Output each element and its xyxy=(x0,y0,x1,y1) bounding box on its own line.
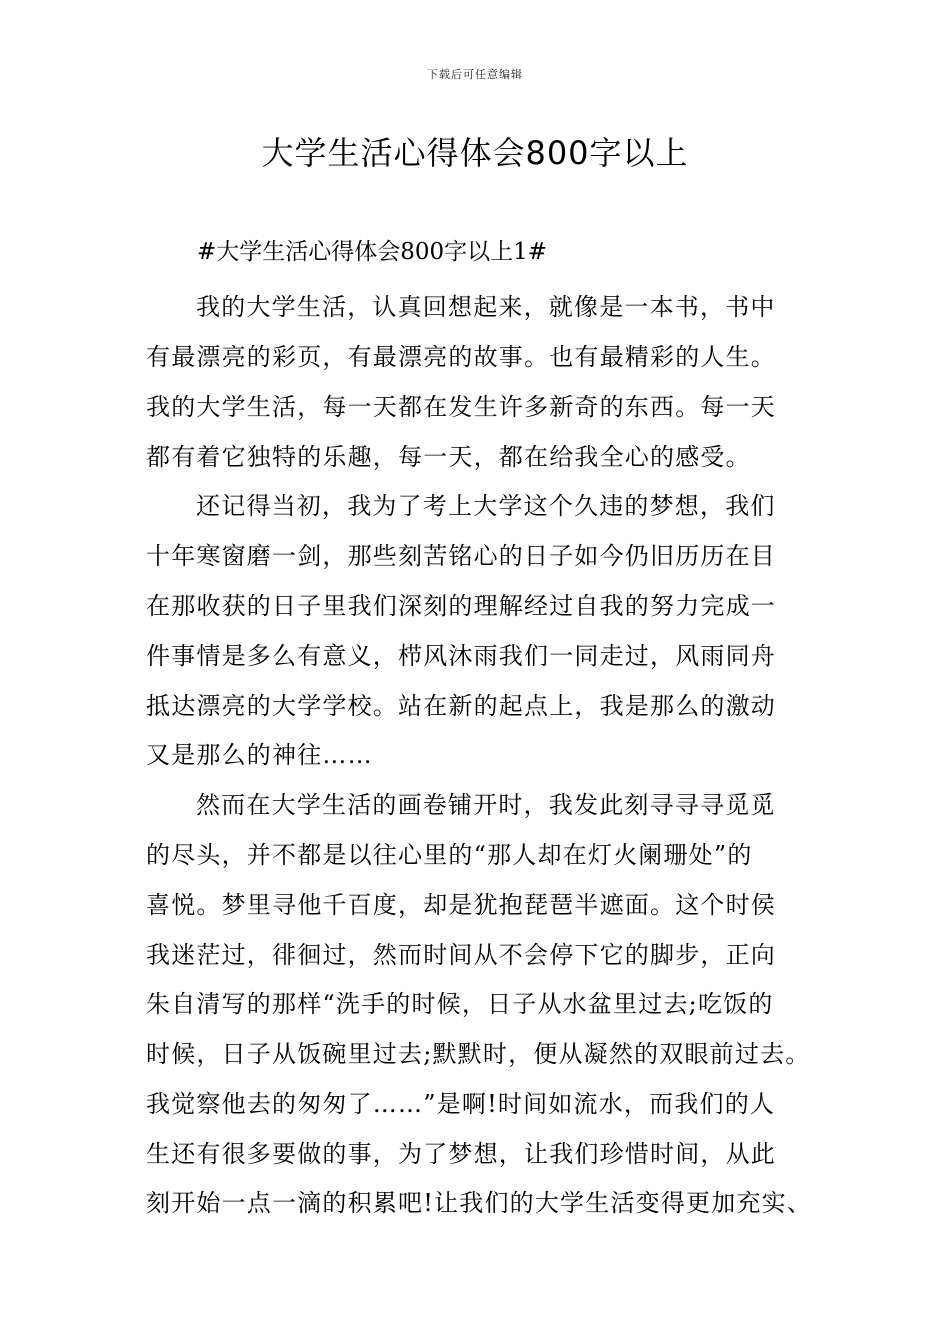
paragraph-line: 件事情是多么有意义，栉风沐雨我们一同走过，风雨同舟 xyxy=(146,642,776,670)
paragraph-line: 生还有很多要做的事，为了梦想，让我们珍惜时间，从此 xyxy=(146,1140,776,1168)
paragraph-line: 我的大学生活，认真回想起来，就像是一本书，书中 xyxy=(196,293,776,321)
paragraph-line: 的尽头，并不都是以往心里的“那人却在灯火阑珊处”的 xyxy=(146,841,753,869)
page-title: 大学生活心得体会800字以上 xyxy=(261,134,689,172)
paragraph-line: 喜悦。梦里寻他千百度，却是犹抱琵琶半遮面。这个时侯 xyxy=(146,891,776,919)
paragraph-line: 都有着它独特的乐趣，每一天，都在给我全心的感受。 xyxy=(146,443,751,471)
paragraph-line: 十年寒窗磨一剑，那些刻苦铭心的日子如今仍旧历历在目 xyxy=(146,542,776,570)
paragraph-line: 我迷茫过，徘徊过，然而时间从不会停下它的脚步，正向 xyxy=(146,941,776,969)
paragraph-line: 有最漂亮的彩页，有最漂亮的故事。也有最精彩的人生。 xyxy=(146,343,776,371)
paragraph-line: 又是那么的神往…… xyxy=(146,741,373,769)
paragraph-line: 还记得当初，我为了考上大学这个久违的梦想，我们 xyxy=(196,492,776,520)
paragraph-line: 刻开始一点一滴的积累吧!让我们的大学生活变得更加充实、 xyxy=(146,1189,813,1217)
paragraph-line: 在那收获的日子里我们深刻的理解经过自我的努力完成一 xyxy=(146,592,776,620)
paragraph-line: 朱自清写的那样“洗手的时候，日子从水盆里过去;吃饭的 xyxy=(146,990,774,1018)
header-note: 下载后可任意编辑 xyxy=(427,68,523,81)
paragraph-line: 我觉察他去的匆匆了……”是啊!时间如流水，而我们的人 xyxy=(146,1090,776,1118)
paragraph-line: 时候，日子从饭碗里过去;默默时，便从凝然的双眼前过去。 xyxy=(146,1040,811,1068)
paragraph-line: 抵达漂亮的大学学校。站在新的起点上，我是那么的激动 xyxy=(146,692,776,720)
paragraph-line: 我的大学生活，每一天都在发生许多新奇的东西。每一天 xyxy=(146,393,776,421)
paragraph-line: 然而在大学生活的画卷铺开时，我发此刻寻寻寻觅觅 xyxy=(196,791,776,819)
section-heading: #大学生活心得体会800字以上1# xyxy=(197,239,548,265)
